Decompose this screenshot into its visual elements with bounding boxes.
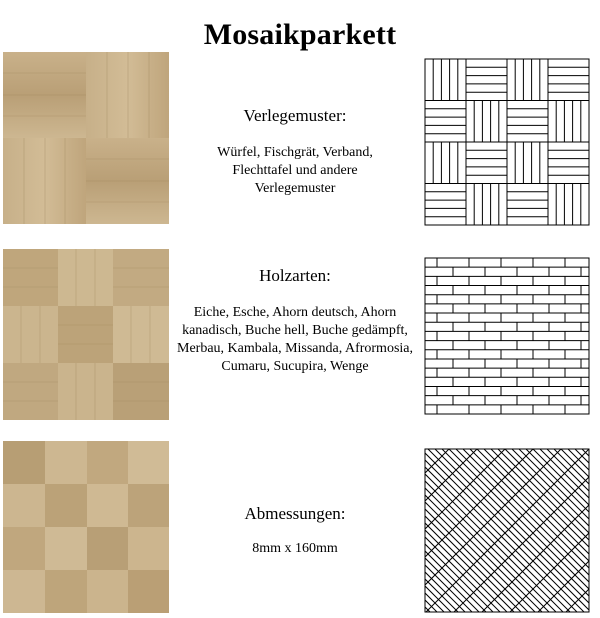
section-heading: Abmessungen: xyxy=(244,504,346,523)
page-title: Mosaikparkett xyxy=(203,18,397,51)
section-text: Eiche, Esche, Ahorn deutsch, Ahorn kanadisch, Buche hell, Buche gedämpft, Merbau, Kambala, Missanda, Afrormosia, Cumaru, Sucupira, Wenge xyxy=(177,305,413,374)
wood-sample-photo-2 xyxy=(3,249,169,420)
wood-sample-photo-3 xyxy=(3,441,169,613)
section-heading: Verlegemuster: xyxy=(243,106,347,125)
section-holzarten xyxy=(175,266,415,376)
wuerfel-pattern-icon xyxy=(424,58,590,226)
section-abmessungen xyxy=(175,504,415,558)
wood-sample-photo-1 xyxy=(3,52,169,224)
section-text: Würfel, Fischgrät, Verband, Flechttafel und andere Verlegemuster xyxy=(217,145,373,196)
fischgraet-pattern-icon xyxy=(424,448,590,613)
verband-pattern-icon xyxy=(424,257,590,415)
section-heading: Holzarten: xyxy=(259,266,331,285)
section-verlegemuster xyxy=(175,106,415,198)
section-text: 8mm x 160mm xyxy=(252,541,338,556)
